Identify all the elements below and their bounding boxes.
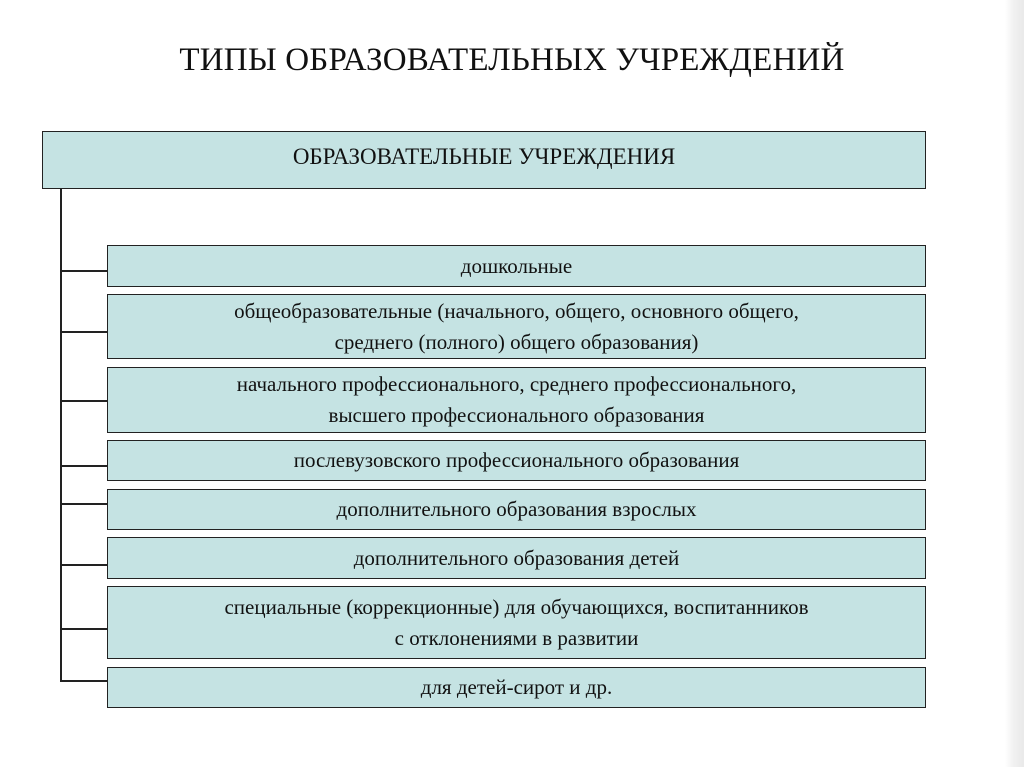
child-node-text: дошкольные (460, 253, 573, 278)
connector-line (60, 400, 107, 402)
child-node-text: послевузовского профессионального образования (293, 448, 740, 472)
child-node-text: начального профессионального, среднего профессионального, (236, 372, 797, 396)
child-node-text: специальные (коррекционные) для обучающихся, воспитанников (224, 594, 809, 619)
connector-line (60, 680, 107, 682)
root-node (42, 131, 926, 189)
child-node-text: для детей-сирот и др. (420, 675, 613, 699)
child-node-text: дополнительного образования детей (353, 545, 680, 570)
child-node-text: высшего профессионального образования (328, 403, 705, 427)
connector-line (60, 465, 107, 467)
child-node-text: среднего (полного) общего образования) (334, 329, 699, 354)
child-node-professional-education (107, 367, 926, 433)
child-node-orphans (107, 667, 926, 708)
connector-line (60, 331, 107, 333)
slide-edge-shadow (1005, 0, 1024, 767)
connector-line (60, 564, 107, 566)
child-node-general-education (107, 294, 926, 359)
connector-line (60, 270, 107, 272)
child-node-postgraduate (107, 440, 926, 481)
child-node-text: дополнительного образования взрослых (336, 497, 697, 521)
page-title: ТИПЫ ОБРАЗОВАТЕЛЬНЫХ УЧРЕЖДЕНИЙ (179, 42, 845, 78)
child-node-children-education (107, 537, 926, 579)
child-node-preschool (107, 245, 926, 287)
connector-line (60, 503, 107, 505)
child-node-special-correctional (107, 586, 926, 659)
child-node-adult-education (107, 489, 926, 530)
child-node-text: с отклонениями в развитии (394, 625, 639, 650)
connector-line (60, 628, 107, 630)
child-node-text: общеобразовательные (начального, общего, основного общего, (234, 298, 799, 323)
root-node-label: ОБРАЗОВАТЕЛЬНЫЕ УЧРЕЖДЕНИЯ (292, 143, 676, 169)
tree-trunk-line (60, 189, 62, 681)
